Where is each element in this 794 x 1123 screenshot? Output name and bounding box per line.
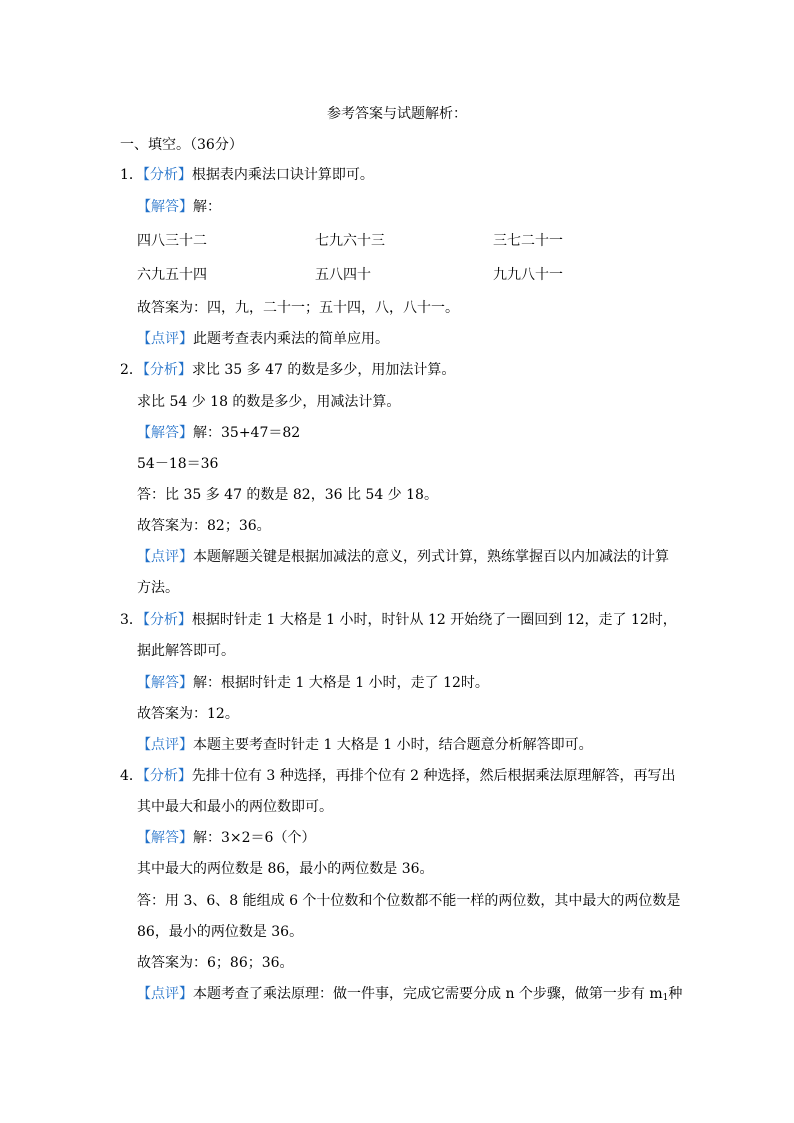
q2-answer-text-2: 54－18＝36 <box>137 456 219 472</box>
q4-answer-text: 解：3×2＝6（个） <box>193 830 316 846</box>
q2-analysis-text: 求比 35 多 47 的数是多少，用加法计算。 <box>191 362 456 378</box>
q4-answer-text-2: 其中最大的两位数是 86，最小的两位数是 36。 <box>137 861 434 877</box>
q4-analysis-line <box>120 767 676 785</box>
q4-comment-tag: 【点评】 <box>137 986 193 1002</box>
q1-grid-cell: 七九六十三 <box>315 233 385 249</box>
q4-answer-line <box>137 829 315 847</box>
page-title: 参考答案与试题解析： <box>327 106 467 122</box>
q1-answer-line <box>137 198 221 216</box>
q3-analysis-text-2: 据此解答即可。 <box>137 643 235 659</box>
q4-comment-text: 本题考查了乘法原理：做一件事，完成它需要分成 n 个步骤，做第一步有 m <box>193 986 663 1002</box>
q4-final-answer: 故答案为：6；86；36。 <box>137 955 294 971</box>
q3-analysis-line <box>120 611 677 629</box>
q3-number: 3． <box>120 612 143 628</box>
q4-comment-text-end: 种 <box>668 986 683 1002</box>
q4-analysis-text: 先排十位有 3 种选择，再排个位有 2 种选择，然后根据乘法原理解答，再写出 <box>191 768 676 784</box>
q1-grid-cell: 五八四十 <box>315 267 371 283</box>
q1-number: 1． <box>120 167 143 183</box>
q4-answer-tag: 【解答】 <box>137 830 193 846</box>
q3-analysis-tag: 【分析】 <box>142 612 192 628</box>
q2-answer-line <box>137 424 300 442</box>
q4-comment-subscript: 1 <box>662 993 669 1003</box>
q1-analysis-text: 根据表内乘法口诀计算即可。 <box>191 167 374 183</box>
q2-final-answer: 故答案为：82；36。 <box>137 518 271 534</box>
q4-analysis-tag: 【分析】 <box>142 768 192 784</box>
q1-comment-tag: 【点评】 <box>137 331 193 347</box>
q3-comment-line <box>137 736 593 754</box>
section-heading: 一、填空。（36分） <box>120 137 243 153</box>
q2-number: 2． <box>120 362 143 378</box>
q1-analysis-tag: 【分析】 <box>142 167 192 183</box>
q4-number: 4． <box>120 768 143 784</box>
q1-grid-cell: 六九五十四 <box>137 267 207 283</box>
q2-analysis-line <box>120 361 455 379</box>
q3-answer-text: 解：根据时针走 1 大格是 1 小时，走了 12时。 <box>193 675 489 691</box>
q2-answer-text: 解：35+47＝82 <box>193 425 301 441</box>
q3-answer-tag: 【解答】 <box>137 675 193 691</box>
q2-analysis-tag: 【分析】 <box>142 362 192 378</box>
q3-analysis-text: 根据时针走 1 大格是 1 小时，时针从 12 开始绕了一圈回到 12，走了 12时， <box>191 612 677 628</box>
q2-comment-text-2: 方法。 <box>137 580 179 596</box>
q1-grid-cell: 九九八十一 <box>493 267 563 283</box>
q2-answer-text-3: 答：比 35 多 47 的数是 82，36 比 54 少 18。 <box>137 487 438 503</box>
q4-comment-line <box>137 985 682 1003</box>
q3-comment-tag: 【点评】 <box>137 737 193 753</box>
q2-comment-line <box>137 548 669 566</box>
q1-grid-cell: 四八三十二 <box>137 233 207 249</box>
q1-answer-tag: 【解答】 <box>137 199 193 215</box>
q2-comment-text: 本题解题关键是根据加减法的意义，列式计算，熟练掌握百以内加减法的计算 <box>193 549 669 565</box>
q2-analysis-text-2: 求比 54 少 18 的数是多少，用减法计算。 <box>137 394 401 410</box>
q3-final-answer: 故答案为：12。 <box>137 706 239 722</box>
q1-comment-text: 此题考查表内乘法的简单应用。 <box>193 331 389 347</box>
q1-final-answer: 故答案为：四，九，二十一；五十四，八，八十一。 <box>137 300 459 316</box>
q4-answer-text-4: 86，最小的两位数是 36。 <box>137 924 304 940</box>
q2-comment-tag: 【点评】 <box>137 549 193 565</box>
q1-answer-text: 解： <box>193 199 221 215</box>
q4-analysis-text-2: 其中最大和最小的两位数即可。 <box>137 799 333 815</box>
q1-comment-line <box>137 330 389 348</box>
q1-analysis-line <box>120 166 374 184</box>
q4-answer-text-3: 答：用 3、6、8 能组成 6 个十位数和个位数都不能一样的两位数，其中最大的两位数是 <box>137 893 681 909</box>
q3-answer-line <box>137 674 489 692</box>
q1-grid-cell: 三七二十一 <box>493 233 563 249</box>
q2-answer-tag: 【解答】 <box>137 425 193 441</box>
q3-comment-text: 本题主要考查时针走 1 大格是 1 小时，结合题意分析解答即可。 <box>193 737 593 753</box>
